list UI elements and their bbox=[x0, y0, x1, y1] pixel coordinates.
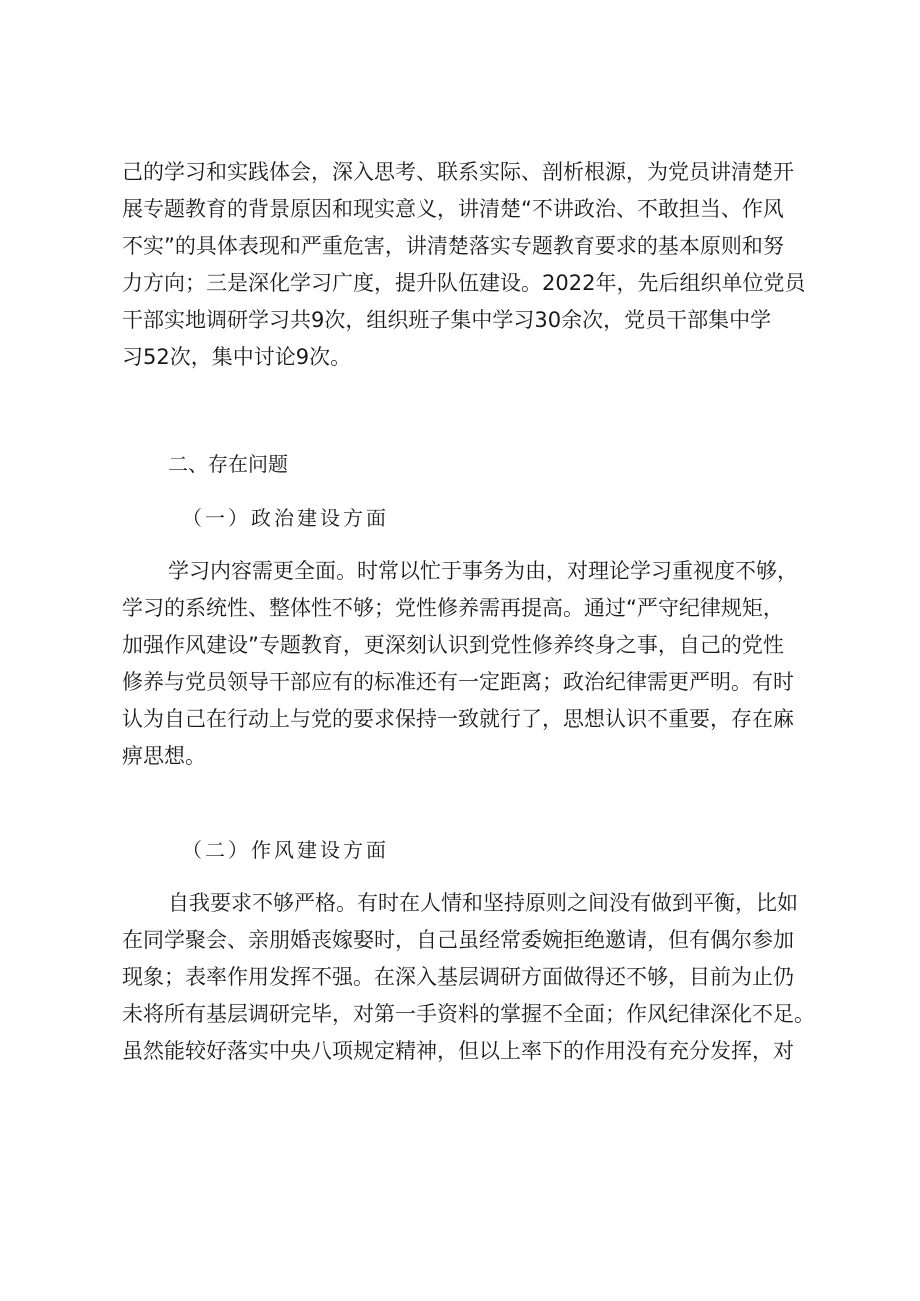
text-line: 学习的系统性、整体性不够；党性修养需再提高。通过“严守纪律规矩， bbox=[122, 596, 784, 620]
text-line: 力方向；三是深化学习广度，提升队伍建设。2022年，先后组织单位党员 bbox=[122, 271, 806, 295]
text-line: 自我要求不够严格。有时在人情和坚持原则之间没有做到平衡，比如 bbox=[168, 891, 798, 915]
subsection-paragraph bbox=[122, 553, 812, 775]
paragraph-continued bbox=[122, 154, 812, 376]
text-line: 不实”的具体表现和严重危害，讲清楚落实专题教育要求的基本原则和努 bbox=[122, 234, 784, 258]
text-line: 己的学习和实践体会，深入思考、联系实际、剖析根源，为党员讲清楚开 bbox=[122, 160, 794, 184]
subsection-heading: （二）作风建设方面 bbox=[182, 838, 389, 862]
text-line: 虽然能较好落实中央八项规定精神，但以上率下的作用没有充分发挥，对 bbox=[122, 1039, 794, 1063]
text-line: 展专题教育的背景原因和现实意义，讲清楚“不讲政治、不敢担当、作风 bbox=[122, 197, 784, 221]
text-line: 在同学聚会、亲朋婚丧嫁娶时，自己虽经常委婉拒绝邀请，但有偶尔参加 bbox=[122, 928, 794, 952]
subsection-heading: （一）政治建设方面 bbox=[182, 506, 389, 530]
text-line: 加强作风建设”专题教育，更深刻认识到党性修养终身之事，自己的党性 bbox=[122, 633, 784, 657]
text-line: 认为自己在行动上与党的要求保持一致就行了，思想认识不重要，存在麻 bbox=[122, 707, 794, 731]
text-line: 现象；表率作用发挥不强。在深入基层调研方面做得还不够，目前为止仍 bbox=[122, 965, 794, 989]
text-line: 干部实地调研学习共9次，组织班子集中学习30余次，党员干部集中学 bbox=[122, 308, 772, 332]
text-line: 修养与党员领导干部应有的标准还有一定距离；政治纪律需更严明。有时 bbox=[122, 670, 794, 694]
section-heading: 二、存在问题 bbox=[168, 452, 288, 476]
text-line: 习52次，集中讨论9次。 bbox=[122, 345, 352, 369]
text-line: 学习内容需更全面。时常以忙于事务为由，对理论学习重视度不够， bbox=[168, 559, 798, 583]
text-line: 痹思想。 bbox=[122, 744, 206, 768]
text-line: 未将所有基层调研完毕，对第一手资料的掌握不全面；作风纪律深化不足。 bbox=[122, 1002, 815, 1026]
subsection-paragraph bbox=[122, 885, 815, 1070]
